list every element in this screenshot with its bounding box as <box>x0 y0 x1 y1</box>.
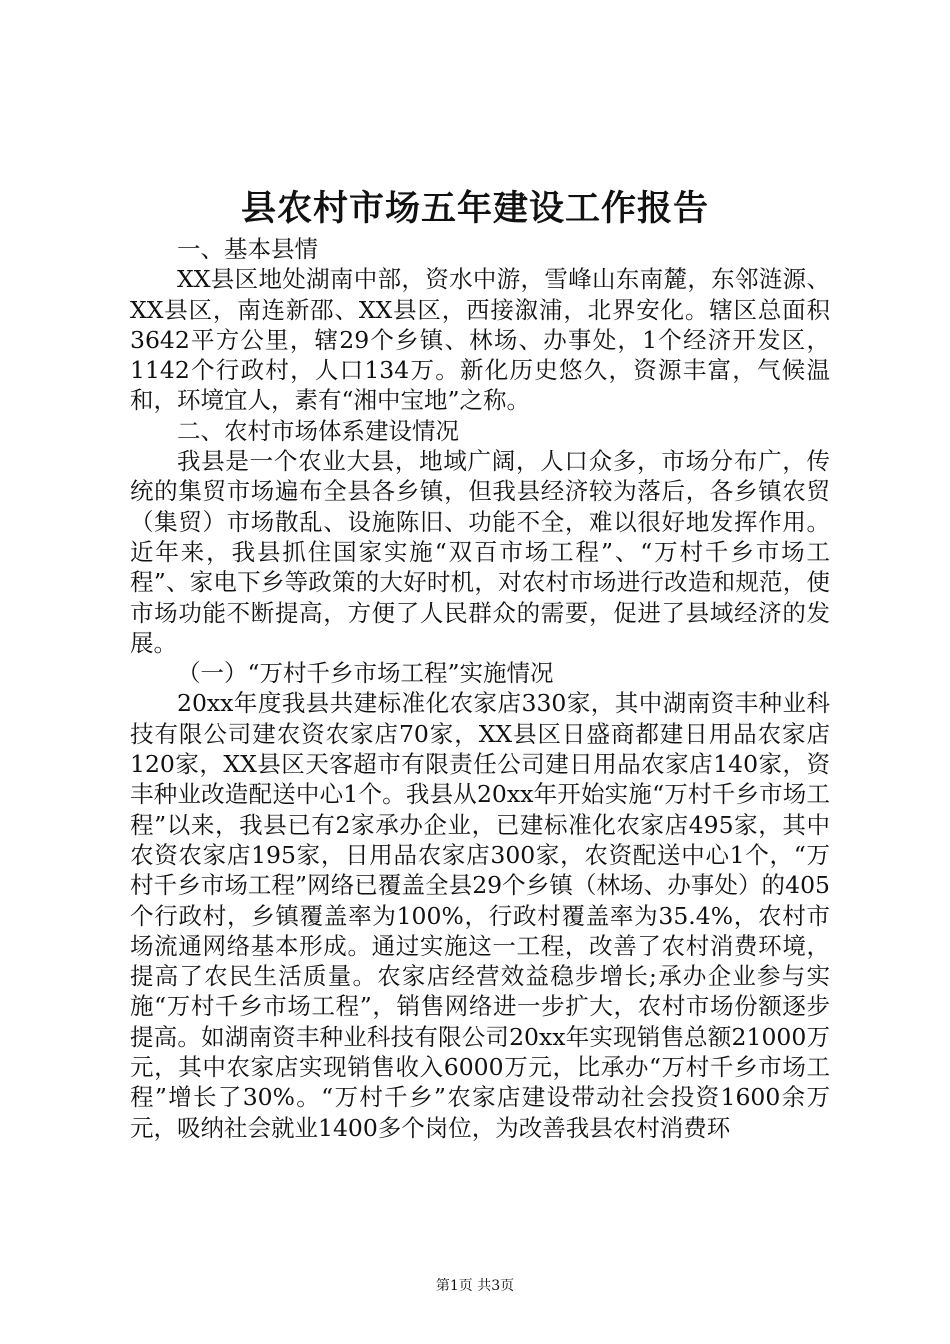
section-heading-basic-info: 一、基本县情 <box>177 235 318 263</box>
paragraph-village-market: 20xx年度我县共建标准化农家店330家，其中湖南资丰种业科技有限公司建农资农家店70家，XX县区日盛商都建日用品农家店120家，XX县区天客超市有限责任公司建日用品农家店140家，资丰种业改造配送中心1个。我县从20xx年开始实施“万村千乡市场工程”以来，我县已有2家承办企业，已建标准化农家店495家，其中农资农家店195家，日用品农家店300家，农资配送中心1个，“万村千乡市场工程”网络已覆盖全县29个乡镇（林场、办事处）的405个行政村，乡镇覆盖率为100%，行政村覆盖率为35.4%，农村市场流通网络基本形成。通过实施这一工程，改善了农村消费环境，提高了农民生活质量。农家店经营效益稳步增长;承办企业参与实施“万村千乡市场工程”，销售网络进一步扩大，农村市场份额逐步提高。如湖南资丰种业科技有限公司20xx年实现销售总额21000万元，其中农家店实现销售收入6000万元，比承办“万村千乡市场工程”增长了30%。“万村千乡”农家店建设带动社会投资1600余万元，吸纳社会就业1400多个岗位，为改善我县农村消费环 <box>130 689 830 1142</box>
paragraph-market-system: 我县是一个农业大县，地域广阔，人口众多，市场分布广，传统的集贸市场遍布全县各乡镇，但我县经济较为落后，各乡镇农贸（集贸）市场散乱、设施陈旧、功能不全，难以很好地发挥作用。近年来，我县抓住国家实施“双百市场工程”、“万村千乡市场工程”、家电下乡等政策的大好时机，对农村市场进行改造和规范，使市场功能不断提高，方便了人民群众的需要，促进了县域经济的发展。 <box>130 447 830 657</box>
document-body <box>130 234 830 1143</box>
section-heading-market-system: 二、农村市场体系建设情况 <box>177 416 459 445</box>
page-footer: 第1页 共3页 <box>435 1278 515 1294</box>
document-title: 县农村市场五年建设工作报告 <box>240 188 709 229</box>
subsection-heading-village-market: （一）“万村千乡市场工程”实施情况 <box>177 659 554 688</box>
paragraph-basic-info: XX县区地处湖南中部，资水中游，雪峰山东南麓，东邻涟源、XX县区，南连新邵、XX县区，西接溆浦，北界安化。辖区总面积3642平方公里，辖29个乡镇、林场、办事处，1个经济开发区，1142个行政村，人口134万。新化历史悠久，资源丰富，气候温和，环境宜人，素有“湘中宝地”之称。 <box>130 265 830 415</box>
